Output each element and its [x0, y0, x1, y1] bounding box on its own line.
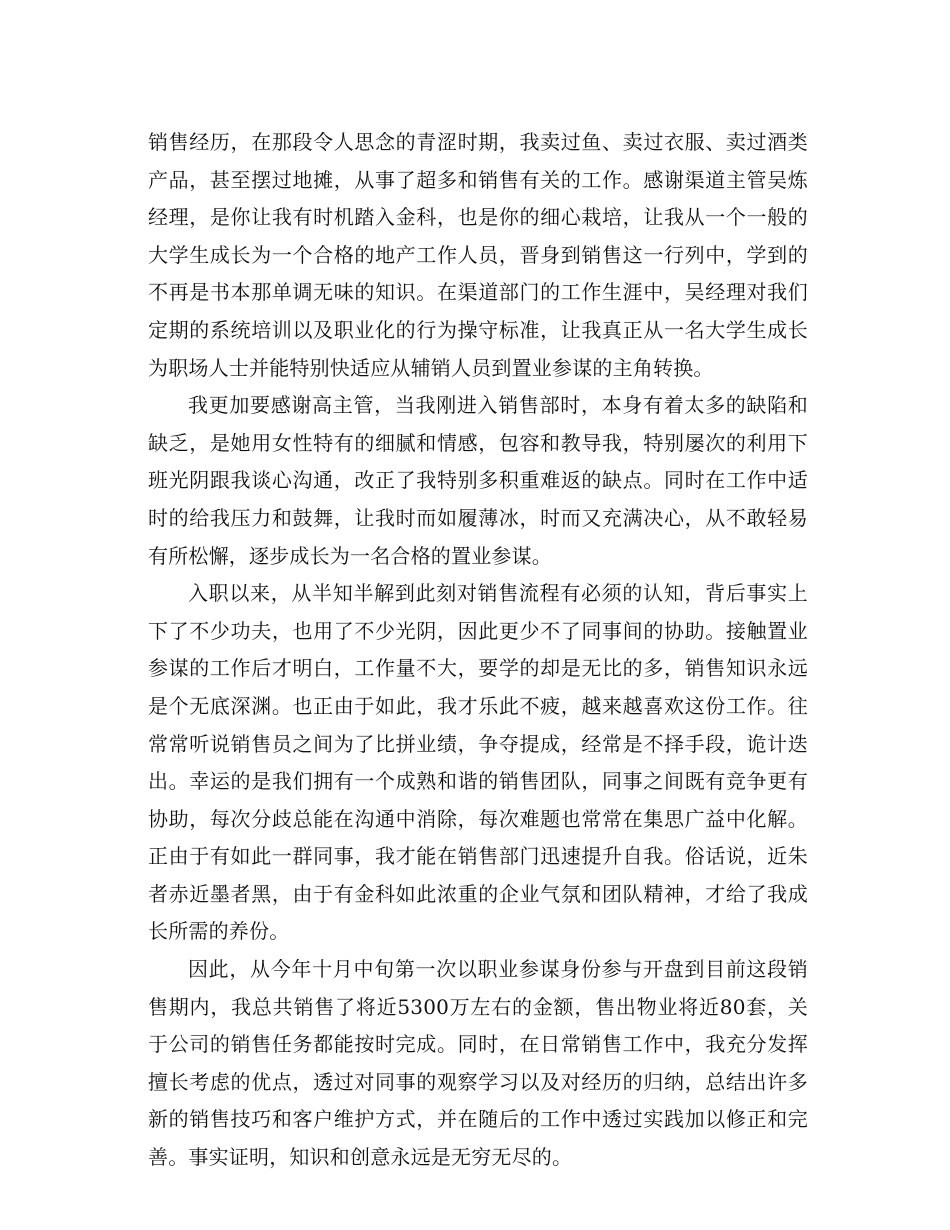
paragraph-4: 因此，从今年十月中旬第一次以职业参谋身份参与开盘到目前这段销售期内，我总共销售了将近5300万左右的金额，售出物业将近80套，关于公司的销售任务都能按时完成。同时，在日常销售工作中，我充分发挥擅长考虑的优点，透过对同事的观察学习以及对经历的归纳，总结出许多新的销售技巧和客户维护方式，并在随后的工作中透过实践加以修正和完善。事实证明，知识和创意永远是无穷无尽的。 — [148, 957, 808, 1170]
paragraph-1: 销售经历，在那段令人思念的青涩时期，我卖过鱼、卖过衣服、卖过酒类产品，甚至摆过地摊，从事了超多和销售有关的工作。感谢渠道主管吴炼经理，是你让我有时机踏入金科，也是你的细心栽培，让我从一个一般的大学生成长为一个合格的地产工作人员，晋身到销售这一行列中，学到的不再是书本那单调无味的知识。在渠道部门的工作生涯中，吴经理对我们定期的系统培训以及职业化的行为操守标准，让我真正从一名大学生成长为职场人士并能特别快适应从辅销人员到置业参谋的主角转换。 — [148, 130, 808, 380]
paragraph-2: 我更加要感谢高主管，当我刚进入销售部时，本身有着太多的缺陷和缺乏，是她用女性特有的细腻和情感，包容和教导我，特别屡次的利用下班光阴跟我谈心沟通，改正了我特别多积重难返的缺点。同时在工作中适时的给我压力和鼓舞，让我时而如履薄冰，时而又充满决心，从不敢轻易有所松懈，逐步成长为一名合格的置业参谋。 — [148, 393, 808, 568]
paragraph-3: 入职以来，从半知半解到此刻对销售流程有必须的认知，背后事实上下了不少功夫，也用了不少光阴，因此更少不了同事间的协助。接触置业参谋的工作后才明白，工作量不大，要学的却是无比的多，销售知识永远是个无底深渊。也正由于如此，我才乐此不疲，越来越喜欢这份工作。往常常听说销售员之间为了比拼业绩，争夺提成，经常是不择手段，诡计迭出。幸运的是我们拥有一个成熟和谐的销售团队，同事之间既有竞争更有协助，每次分歧总能在沟通中消除，每次难题也常常在集思广益中化解。正由于有如此一群同事，我才能在销售部门迅速提升自我。俗话说，近朱者赤近墨者黑，由于有金科如此浓重的企业气氛和团队精神，才给了我成长所需的养份。 — [148, 581, 808, 944]
document-body — [148, 124, 808, 1177]
